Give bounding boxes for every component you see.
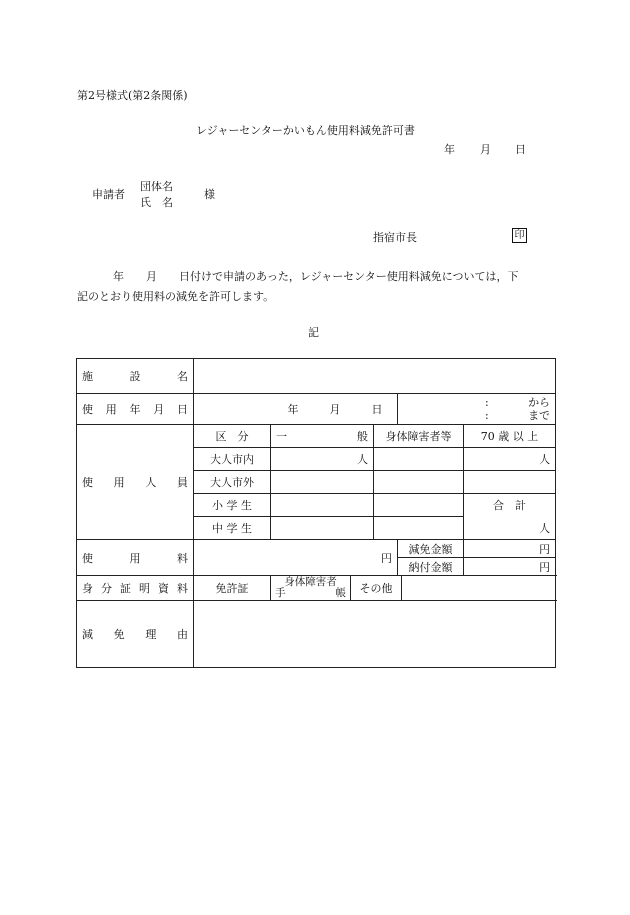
document-title: レジャーセンターかいもん使用料減免許可書 xyxy=(196,124,415,137)
seal-stamp: 印 xyxy=(512,228,527,243)
category-header: 区 分 xyxy=(194,425,271,448)
time-to: まで xyxy=(528,409,551,422)
body-line-1: 年 月 日付けで申請のあった，レジャーセンター使用料減免については，下 xyxy=(113,270,519,283)
date-year: 年 xyxy=(444,143,455,156)
issuer-name: 指宿市長 xyxy=(373,231,417,244)
row-label-elementary: 小 学 生 xyxy=(194,494,271,517)
facility-label-cell: 施 設 名 xyxy=(77,359,194,394)
total-label: 合 計 xyxy=(464,494,556,517)
disabled-elementary-value xyxy=(374,494,464,517)
body-line-2: 記のとおり使用料の減免を許可します。 xyxy=(77,290,275,303)
row-label-resident: 大人市内 xyxy=(194,448,271,471)
id-docs-label-cell: 身 分 証 明 資 料 xyxy=(77,576,194,601)
users-header-row xyxy=(77,425,556,448)
use-date-row xyxy=(77,394,556,425)
use-date-value xyxy=(194,394,398,425)
fee-unit: 円 xyxy=(194,540,398,576)
users-label-cell: 使 用 人 員 xyxy=(77,425,194,540)
use-time-value: : から : まで xyxy=(398,394,556,425)
permit-table xyxy=(76,358,556,668)
disabled-resident-value xyxy=(374,448,464,471)
use-date-year: 年 xyxy=(287,403,299,416)
senior-header: 70 歳 以 上 xyxy=(464,425,556,448)
exempt-amount-unit: 円 xyxy=(464,540,556,558)
form-number: 第2号様式(第2条関係) xyxy=(77,89,188,102)
other-value xyxy=(402,576,555,600)
general-middle-value xyxy=(271,517,374,540)
date-month: 月 xyxy=(480,143,491,156)
other-option: その他 xyxy=(351,576,402,600)
paid-amount-label: 納付金額 xyxy=(398,558,464,576)
applicant-label: 申請者 xyxy=(92,188,125,201)
row-label-nonresident: 大人市外 xyxy=(194,471,271,494)
time-from: から xyxy=(528,396,551,409)
general-nonresident-value xyxy=(271,471,374,494)
row-label-middle: 中 学 生 xyxy=(194,517,271,540)
reason-label-cell: 減 免 理 由 xyxy=(77,601,194,668)
id-docs-row xyxy=(77,576,556,601)
person-name-label: 氏 名 xyxy=(140,196,173,209)
use-date-day: 日 xyxy=(371,403,383,416)
paid-amount-unit: 円 xyxy=(464,558,556,576)
org-name-label: 団体名 xyxy=(140,180,173,193)
senior-unit: 人 xyxy=(464,448,556,471)
fee-row-1 xyxy=(77,540,556,558)
general-elementary-value xyxy=(271,494,374,517)
reason-row xyxy=(77,601,556,668)
date-day: 日 xyxy=(515,143,526,156)
facility-row xyxy=(77,359,556,394)
general-unit: 人 xyxy=(271,448,374,471)
honorific: 様 xyxy=(204,188,215,201)
disabled-header: 身体障害者等 xyxy=(374,425,464,448)
id-docs-options-cell xyxy=(271,576,556,601)
senior-nonresident-value xyxy=(464,471,556,494)
note-heading: 記 xyxy=(308,326,319,339)
fee-label-cell: 使 用 料 xyxy=(77,540,194,576)
disabled-middle-value xyxy=(374,517,464,540)
exempt-amount-label: 減免金額 xyxy=(398,540,464,558)
use-date-label-cell: 使 用 年 月 日 xyxy=(77,394,194,425)
license-option: 免許証 xyxy=(194,576,271,601)
reason-value xyxy=(194,601,556,668)
facility-value xyxy=(194,359,556,394)
use-date-month: 月 xyxy=(329,403,341,416)
disabled-nonresident-value xyxy=(374,471,464,494)
total-unit: 人 xyxy=(464,517,556,540)
general-header: 一 般 xyxy=(271,425,374,448)
disabled-book-option: 身体障害者 手 帳 xyxy=(271,576,351,600)
